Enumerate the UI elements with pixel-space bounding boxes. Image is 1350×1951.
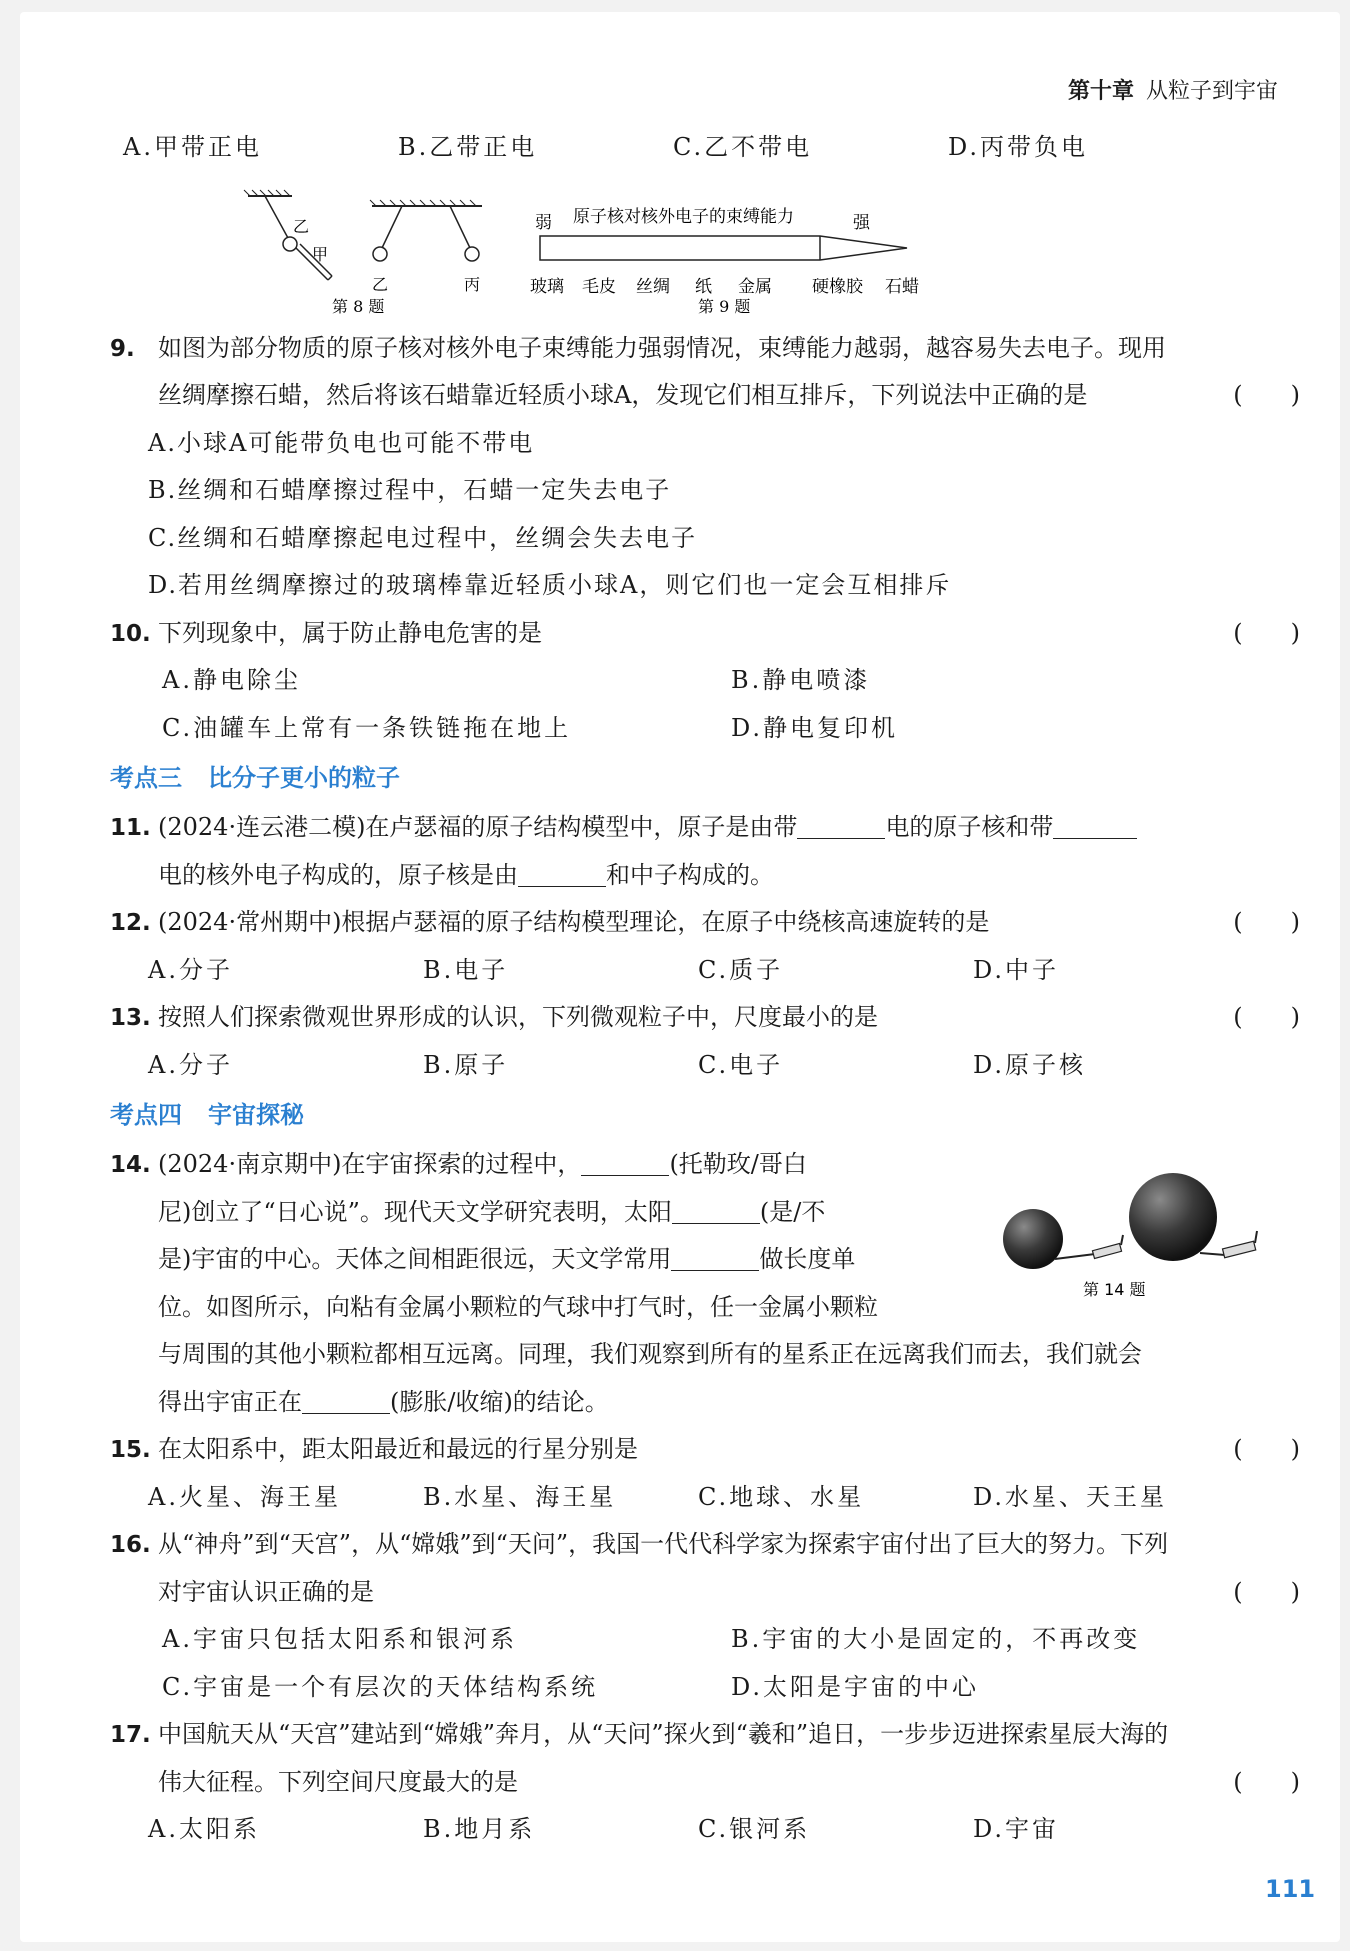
option: D.静电复印机 — [731, 713, 899, 742]
fig9-material: 毛皮 — [582, 276, 616, 297]
q16-text: 从“神舟”到“天宫”，从“嫦娥”到“天问”，我国一代代科学家为探索宇宙付出了巨大的努力。下列 — [158, 1530, 1169, 1558]
option: B.原子 — [423, 1050, 509, 1079]
q14-text: 与周围的其他小颗粒都相互远离。同理，我们观察到所有的星系正在远离我们而去，我们就会 — [158, 1340, 1142, 1368]
question-content — [110, 124, 1300, 1854]
q13-line — [110, 994, 1300, 1042]
q15-line — [110, 1426, 1300, 1474]
option: C.质子 — [698, 955, 784, 984]
fig9-title: 原子核对核外电子的束缚能力 — [573, 206, 794, 227]
option: A.分子 — [148, 955, 233, 984]
option: D.中子 — [973, 955, 1060, 984]
q11-text: 和中子构成的。 — [606, 860, 774, 889]
option: A.分子 — [148, 1050, 233, 1079]
q14-text: 尼)创立了“日心说”。现代天文学研究表明，太阳 — [158, 1197, 672, 1226]
answer-blank[interactable] — [672, 1195, 760, 1224]
q9-text-line2: 丝绸摩擦石蜡，然后将该石蜡靠近轻质小球A，发现它们相互排斥，下列说法中正确的是 — [158, 381, 1088, 409]
q15-options — [110, 1474, 1300, 1522]
q10-options — [110, 657, 1300, 705]
answer-paren: ( ) — [1233, 618, 1300, 647]
q9-option: B.丝绸和石蜡摩擦过程中，石蜡一定失去电子 — [148, 476, 672, 504]
question-number: 9. — [110, 335, 135, 362]
option: C.油罐车上常有一条铁链拖在地上 — [162, 713, 572, 742]
q14-block — [110, 1141, 1300, 1426]
chapter-number: 第十章 — [1067, 79, 1134, 104]
q17-options — [110, 1806, 1300, 1854]
answer-paren: ( ) — [1233, 1435, 1300, 1463]
figures-row — [110, 172, 1300, 322]
option: A.火星、海王星 — [148, 1482, 341, 1511]
answer-blank[interactable] — [518, 858, 606, 887]
option: C.宇宙是一个有层次的天体结构系统 — [162, 1672, 599, 1701]
q13-text: 按照人们探索微观世界形成的认识，下列微观粒子中，尺度最小的是 — [158, 1003, 878, 1031]
section-label: 考点四 — [110, 1101, 182, 1129]
option: B.乙带正电 — [398, 133, 538, 161]
fig8-caption: 第 8 题 — [332, 296, 385, 316]
answer-paren: ( ) — [1233, 1767, 1300, 1796]
option: B.静电喷漆 — [731, 666, 871, 694]
question-number: 12. — [110, 910, 151, 936]
q9-line — [110, 372, 1300, 420]
option: A.太阳系 — [148, 1815, 260, 1843]
q14-text: (是/不 — [759, 1197, 826, 1226]
answer-paren: ( ) — [1233, 1577, 1300, 1606]
fig9-material: 硬橡胶 — [812, 276, 863, 297]
q13-options — [110, 1042, 1300, 1090]
q10-line — [110, 610, 1300, 658]
q11-text: 电的核外电子构成的，原子核是由 — [158, 860, 518, 889]
large-balloon — [1129, 1173, 1257, 1261]
small-balloon — [1003, 1209, 1123, 1269]
fig8-label: 乙 — [372, 274, 389, 294]
answer-paren: ( ) — [1233, 381, 1300, 409]
q9-text-line1: 如图为部分物质的原子核对核外电子束缚能力强弱情况，束缚能力越弱，越容易失去电子。现用 — [158, 333, 1166, 362]
option: D.太阳是宇宙的中心 — [731, 1672, 980, 1701]
section-title: 宇宙探秘 — [208, 1101, 304, 1129]
q16-options — [110, 1616, 1300, 1664]
fig9-material: 石蜡 — [885, 276, 919, 297]
question-number: 13. — [110, 1005, 151, 1031]
q17-line — [110, 1711, 1300, 1759]
fig9-material: 丝绸 — [636, 276, 670, 297]
section-heading — [110, 1089, 1300, 1141]
q10-text: 下列现象中，属于防止静电危害的是 — [158, 618, 542, 647]
option: A.宇宙只包括太阳系和银河系 — [162, 1625, 517, 1653]
answer-paren: ( ) — [1233, 1003, 1300, 1031]
q14-text: (膨胀/收缩)的结论。 — [390, 1387, 609, 1416]
section-label: 考点三 — [110, 764, 182, 792]
answer-blank[interactable] — [581, 1147, 669, 1176]
question-number: 16. — [110, 1532, 151, 1558]
fig9-caption: 第 9 题 — [698, 296, 751, 316]
fig8-left — [244, 190, 332, 280]
option: D.丙带负电 — [948, 133, 1089, 161]
fig8-right — [370, 200, 482, 294]
fig14-balloons — [995, 1149, 1305, 1299]
option: A.静电除尘 — [162, 666, 301, 694]
option: B.水星、海王星 — [423, 1482, 617, 1511]
fig9-material: 金属 — [738, 276, 772, 297]
q11-line — [110, 804, 1300, 852]
q14-text: (托勒玫/哥白 — [669, 1150, 807, 1178]
option: D.水星、天王星 — [973, 1482, 1168, 1511]
chapter-header — [1068, 74, 1278, 105]
option: C.地球、水星 — [698, 1482, 865, 1511]
fig8-label: 乙 — [293, 216, 310, 236]
question-number: 15. — [110, 1437, 151, 1463]
option: D.原子核 — [973, 1050, 1087, 1079]
fig9-weak-label: 弱 — [535, 212, 552, 233]
option: C.乙不带电 — [673, 133, 813, 161]
answer-blank[interactable] — [302, 1385, 390, 1414]
question-number: 11. — [110, 815, 151, 841]
q14-line — [110, 1331, 1300, 1379]
chapter-title: 从粒子到宇宙 — [1145, 79, 1278, 104]
q16-text: 对宇宙认识正确的是 — [158, 1577, 374, 1606]
q11-text: (2024·连云港二模)在卢瑟福的原子结构模型中，原子是由带 — [158, 813, 798, 841]
question-number: 14. — [110, 1152, 151, 1178]
option: B.宇宙的大小是固定的，不再改变 — [731, 1625, 1141, 1653]
fig9-strong-label: 强 — [853, 212, 870, 233]
q16-line — [110, 1521, 1300, 1569]
option: B.电子 — [423, 955, 509, 984]
q11-line — [110, 852, 1300, 900]
option: B.地月系 — [423, 1815, 536, 1843]
fig14-caption: 第 14 题 — [1083, 1280, 1146, 1299]
q14-text: 做长度单 — [759, 1245, 856, 1273]
q14-text: 得出宇宙正在 — [158, 1387, 302, 1416]
q16-line — [110, 1569, 1300, 1617]
section-title: 比分子更小的粒子 — [208, 764, 400, 792]
q9-option: A.小球A可能带负电也可能不带电 — [148, 428, 535, 457]
answer-blank[interactable] — [671, 1242, 759, 1271]
option: C.电子 — [698, 1050, 784, 1079]
q12-line — [110, 899, 1300, 947]
q14-text: (2024·南京期中)在宇宙探索的过程中， — [158, 1150, 582, 1178]
q15-text: 在太阳系中，距太阳最近和最远的行星分别是 — [158, 1435, 638, 1463]
q17-text: 伟大征程。下列空间尺度最大的是 — [158, 1767, 518, 1796]
q12-options — [110, 947, 1300, 995]
q14-line — [110, 1379, 1300, 1427]
fig9 — [530, 207, 919, 316]
q14-text: 位。如图所示，向粘有金属小颗粒的气球中打气时，任一金属小颗粒 — [158, 1292, 878, 1321]
fig8-label: 甲 — [312, 244, 329, 264]
q16-options — [110, 1664, 1300, 1712]
q17-line — [110, 1759, 1300, 1807]
option: D.宇宙 — [973, 1815, 1060, 1843]
answer-paren: ( ) — [1233, 908, 1300, 936]
q9-option: D.若用丝绸摩擦过的玻璃棒靠近轻质小球A，则它们也一定会互相排斥 — [148, 571, 952, 599]
q14-text: 是)宇宙的中心。天体之间相距很远，天文学常用 — [158, 1245, 672, 1273]
fig9-material: 玻璃 — [530, 276, 564, 297]
fig9-material: 纸 — [695, 276, 712, 297]
option: C.银河系 — [698, 1815, 811, 1843]
figures-svg — [110, 172, 1300, 322]
question-number: 10. — [110, 620, 151, 647]
option: A.甲带正电 — [123, 133, 262, 161]
section-heading — [110, 752, 1300, 804]
q17-text: 中国航天从“天宫”建站到“嫦娥”奔月，从“天问”探火到“羲和”追日，一步步迈进探索星辰大海的 — [158, 1720, 1169, 1748]
fig8-label: 丙 — [464, 274, 481, 294]
q11-text: 电的原子核和带 — [885, 813, 1054, 841]
q10-options — [110, 705, 1300, 753]
page — [20, 12, 1340, 1942]
answer-blank[interactable] — [1053, 810, 1137, 839]
q8-options — [110, 124, 1300, 172]
q9-option: C.丝绸和石蜡摩擦起电过程中，丝绸会失去电子 — [148, 523, 698, 552]
page-number: 111 — [1265, 1875, 1316, 1903]
q9-line — [110, 325, 1300, 373]
q12-text: (2024·常州期中)根据卢瑟福的原子结构模型理论，在原子中绕核高速旋转的是 — [158, 908, 990, 936]
answer-blank[interactable] — [797, 810, 885, 839]
question-number: 17. — [110, 1722, 151, 1748]
